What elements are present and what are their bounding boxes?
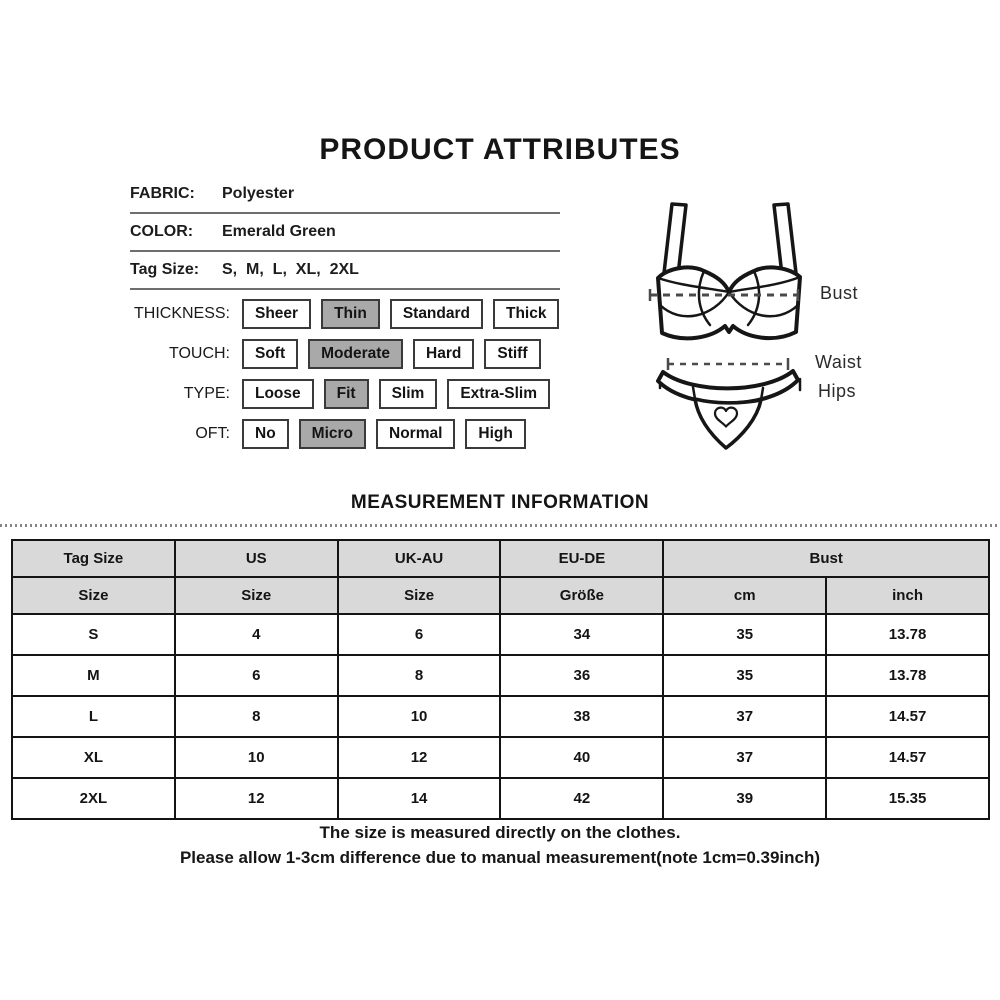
option-row-touch <box>0 339 559 369</box>
option-chip-selected: Micro <box>299 419 366 449</box>
option-label: TOUCH: <box>168 345 230 362</box>
page-title: PRODUCT ATTRIBUTES <box>319 133 681 166</box>
size-cell: 10 <box>338 696 501 737</box>
size-cell: 14 <box>338 778 501 819</box>
attribute-value: S, M, L, XL, 2XL <box>222 261 359 278</box>
table-row-2xl <box>12 778 989 819</box>
size-header-cell: EU-DE <box>500 540 663 577</box>
option-chip: Normal <box>376 419 455 449</box>
table-row-l <box>12 696 989 737</box>
size-cell: 38 <box>500 696 663 737</box>
size-header-cell: inch <box>826 577 989 614</box>
option-chip: Standard <box>390 299 483 329</box>
size-header-cell: Size <box>12 577 175 614</box>
size-cell: 6 <box>175 655 338 696</box>
size-cell: 39 <box>663 778 826 819</box>
attributes-section <box>130 176 560 290</box>
size-cell: 35 <box>663 614 826 655</box>
size-cell: S <box>12 614 175 655</box>
size-cell: 4 <box>175 614 338 655</box>
option-chip-selected: Thin <box>321 299 380 329</box>
option-chip-selected: Moderate <box>308 339 403 369</box>
option-chip: Stiff <box>484 339 540 369</box>
bra-drawing <box>658 204 800 338</box>
size-header-cell-bust: Bust <box>663 540 989 577</box>
bust-label: Bust <box>820 283 859 303</box>
option-row-thickness <box>0 299 559 329</box>
note-line: Please allow 1-3cm difference due to manual measurement(note 1cm=0.39inch) <box>179 848 821 867</box>
option-chip: No <box>242 419 289 449</box>
dotted-divider <box>0 524 1000 527</box>
attribute-value: Polyester <box>222 185 295 202</box>
size-cell: M <box>12 655 175 696</box>
table-row-s <box>12 614 989 655</box>
option-chip: Sheer <box>242 299 311 329</box>
attribute-label: FABRIC: <box>130 185 195 202</box>
waist-measure-line <box>668 358 788 370</box>
attribute-row-tag-size <box>130 252 560 290</box>
size-cell: 42 <box>500 778 663 819</box>
size-header-cell: Tag Size <box>12 540 175 577</box>
option-label: TYPE: <box>183 385 230 402</box>
size-cell: 2XL <box>12 778 175 819</box>
hips-label: Hips <box>818 381 857 401</box>
attribute-value: Emerald Green <box>222 223 336 240</box>
panties-drawing <box>658 371 800 448</box>
option-choices <box>242 379 550 409</box>
table-header-row-2 <box>12 577 989 614</box>
attribute-label: Tag Size: <box>130 261 200 278</box>
size-cell: 12 <box>175 778 338 819</box>
option-row-type <box>0 379 559 409</box>
size-cell: 36 <box>500 655 663 696</box>
attribute-label: COLOR: <box>130 223 194 240</box>
size-table <box>11 539 990 820</box>
measurement-title: MEASUREMENT INFORMATION <box>350 492 650 513</box>
option-chip: Loose <box>242 379 314 409</box>
size-header-cell: UK-AU <box>338 540 501 577</box>
bra-panties-illustration <box>620 185 820 460</box>
size-cell: 37 <box>663 737 826 778</box>
option-chip: Extra-Slim <box>447 379 550 409</box>
table-row-xl <box>12 737 989 778</box>
option-chip: Hard <box>413 339 474 369</box>
options-section <box>0 299 559 459</box>
table-header-row-1 <box>12 540 989 577</box>
option-chip: Soft <box>242 339 298 369</box>
size-cell: L <box>12 696 175 737</box>
size-cell: 6 <box>338 614 501 655</box>
size-cell: 40 <box>500 737 663 778</box>
option-label: OFT: <box>195 425 230 442</box>
waist-label: Waist <box>815 352 862 372</box>
size-cell: XL <box>12 737 175 778</box>
size-cell: 37 <box>663 696 826 737</box>
size-cell: 13.78 <box>826 614 989 655</box>
size-cell: 10 <box>175 737 338 778</box>
attribute-row-color <box>130 214 560 252</box>
size-cell: 8 <box>338 655 501 696</box>
option-row-oft <box>0 419 559 449</box>
option-chip: Thick <box>493 299 559 329</box>
size-header-cell: Size <box>175 577 338 614</box>
size-cell: 14.57 <box>826 696 989 737</box>
size-header-cell: Size <box>338 577 501 614</box>
size-header-cell: Größe <box>500 577 663 614</box>
option-choices <box>242 299 559 329</box>
table-row-m <box>12 655 989 696</box>
notes-section <box>0 820 1000 870</box>
size-cell: 12 <box>338 737 501 778</box>
note-line: The size is measured directly on the clothes. <box>319 823 681 842</box>
option-label: THICKNESS: <box>133 305 230 322</box>
option-choices <box>242 339 541 369</box>
option-choices <box>242 419 526 449</box>
size-cell: 14.57 <box>826 737 989 778</box>
size-cell: 35 <box>663 655 826 696</box>
attribute-row-fabric <box>130 176 560 214</box>
size-cell: 34 <box>500 614 663 655</box>
size-cell: 8 <box>175 696 338 737</box>
size-cell: 15.35 <box>826 778 989 819</box>
size-header-cell: cm <box>663 577 826 614</box>
size-header-cell: US <box>175 540 338 577</box>
option-chip: Slim <box>379 379 438 409</box>
size-cell: 13.78 <box>826 655 989 696</box>
option-chip: High <box>465 419 525 449</box>
option-chip-selected: Fit <box>324 379 369 409</box>
